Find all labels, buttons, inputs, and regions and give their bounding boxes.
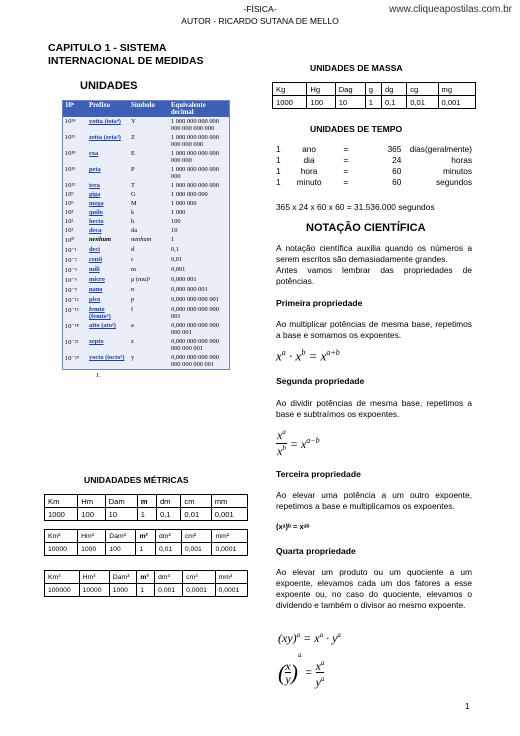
time-cell: = — [343, 176, 349, 187]
col-header-decimal: Equivalente decimal — [169, 101, 230, 118]
table-header-cell: Kg — [273, 83, 307, 96]
si-prefix-cell[interactable]: femto (femto²) — [89, 306, 111, 320]
header-author: AUTOR - RICARDO SUTANA DE MELLO — [181, 16, 339, 26]
si-symbol-cell: h — [131, 218, 135, 225]
table-value-cell: 0,001 — [438, 96, 475, 109]
si-prefix-cell[interactable]: zetta (zeta³) — [89, 134, 121, 141]
si-symbol-cell: T — [131, 182, 135, 189]
table-header-cell: Dam³ — [109, 571, 137, 584]
section-title-unidades: UNIDADES — [80, 80, 138, 92]
table-header-cell: Dam — [105, 495, 137, 508]
seconds-calculation: 365 x 24 x 60 x 60 = 31.536.000 segundos — [276, 202, 435, 212]
si-power-cell: 10⁻¹⁵ — [65, 307, 79, 314]
table-header-cell: cm — [181, 495, 211, 508]
si-table-row — [63, 245, 230, 255]
si-table-row — [63, 165, 230, 181]
page-number: 1 — [465, 702, 470, 711]
property-1-formula: $x^a \cdot x^b = x^{a+b}$ — [276, 348, 340, 364]
intro-paragraph-1: A notação científica auxilia quando os números a serem escritos são demasiadamente grandes. — [276, 243, 472, 264]
metric-length-table — [44, 494, 248, 521]
metric-area-table — [44, 529, 248, 556]
property-4-title: Quarta propriedade — [276, 546, 356, 556]
time-cell: segundos — [436, 176, 472, 187]
si-symbol-cell: n — [131, 286, 135, 293]
time-row — [276, 165, 472, 176]
si-table-row — [63, 199, 230, 208]
time-cell: 1 — [276, 143, 281, 154]
table-value-cell: 0,0001 — [215, 584, 247, 597]
table-header-cell: Hm³ — [79, 571, 109, 584]
col-header-prefix: Prefixo — [87, 101, 129, 118]
si-table-row — [63, 321, 230, 337]
si-decimal-cell: 1 000 000 000 000 — [171, 182, 219, 189]
si-prefix-cell[interactable]: centi — [89, 256, 103, 263]
si-table-row — [63, 265, 230, 275]
time-row — [276, 154, 472, 165]
section-title-massa: UNIDADES DE MASSA — [310, 63, 403, 73]
time-cell: minutos — [442, 165, 472, 176]
si-power-cell: 10⁻³ — [65, 267, 77, 274]
table-value-cell: 1000 — [78, 543, 106, 556]
table-value-cell: 1 — [136, 543, 156, 556]
table-value-cell: 100 — [307, 96, 335, 109]
time-cell: ano — [302, 143, 316, 154]
si-symbol-cell: k — [131, 209, 135, 216]
property-4-formulas — [278, 628, 341, 688]
property-2-text: Ao dividir potências de mesma base, repetimos a base e subtraímos os expoentes. — [276, 398, 472, 419]
si-prefix-cell[interactable]: mili — [89, 266, 100, 273]
time-cell: (geralmente) — [424, 143, 472, 154]
si-prefix-panel — [62, 100, 230, 450]
time-cell: = — [343, 143, 349, 154]
property-1-title: Primeira propriedade — [276, 298, 363, 308]
table-value-cell: 1000 — [109, 584, 137, 597]
time-cell: 24 — [392, 154, 402, 165]
time-cell: = — [343, 165, 349, 176]
property-4-text: Ao elevar um produto ou um quociente a um expoente, elevamos cada um dos fatores a esse expoente ou, no caso do quociente, elevamos o dividendo e também o divisor ao mesmo expoente. — [276, 567, 472, 610]
si-symbol-cell: p — [131, 296, 135, 303]
table-header-cell: Hm² — [78, 530, 106, 543]
table-header-cell: m² — [136, 530, 156, 543]
header-subject: -FÍSICA- — [243, 4, 277, 14]
si-table-row — [63, 117, 230, 133]
si-prefix-cell[interactable]: quilo — [89, 209, 103, 216]
mass-table — [272, 82, 476, 109]
si-symbol-cell: f — [131, 306, 134, 313]
si-power-cell: 10³ — [65, 209, 74, 216]
si-power-cell: 10⁻¹⁸ — [65, 323, 79, 330]
si-power-cell: 10⁶ — [65, 200, 74, 207]
chapter-title-line2: INTERNACIONAL DE MEDIDAS — [48, 55, 204, 67]
intro-paragraph-2: Antes vamos lembrar das propriedades de potências. — [276, 265, 472, 286]
si-symbol-cell: G — [131, 191, 136, 198]
si-decimal-cell: 1 000 000 — [171, 200, 197, 207]
si-decimal-cell: 0,000 001 — [171, 276, 197, 283]
si-power-cell: 10⁹ — [65, 191, 74, 198]
si-decimal-cell: 10 — [171, 227, 178, 234]
table-header-cell: Dag — [335, 83, 365, 96]
si-decimal-cell: 1 000 — [171, 209, 186, 216]
si-table-row — [63, 181, 230, 190]
si-table-row — [63, 149, 230, 165]
si-decimal-cell: 100 — [171, 218, 181, 225]
si-prefix-cell[interactable]: yocto (iocto³) — [89, 354, 125, 361]
si-prefix-cell[interactable]: deca — [89, 227, 102, 234]
table-header-cell: dg — [381, 83, 406, 96]
si-footnote: 1. — [96, 372, 101, 379]
si-power-cell: 10⁻¹ — [65, 247, 77, 254]
si-decimal-cell: 1 000 000 000 — [171, 191, 208, 198]
si-power-cell: 10⁻⁶ — [65, 277, 77, 284]
table-value-cell: 100 — [106, 543, 136, 556]
time-row — [276, 176, 472, 187]
table-header-cell: cm² — [181, 530, 212, 543]
table-value-cell: 0,001 — [181, 543, 212, 556]
table-value-cell: 10000 — [45, 543, 78, 556]
si-decimal-cell: 1 000 000 000 000 000 000 — [171, 150, 219, 164]
si-decimal-cell: 0,000 000 000 000 000 000 001 — [171, 338, 219, 352]
table-header-cell: Dam² — [106, 530, 136, 543]
si-decimal-cell: 0,000 000 000 000 001 — [171, 306, 219, 320]
si-symbol-cell: m — [131, 266, 136, 273]
si-decimal-cell: 0,001 — [171, 266, 186, 273]
si-decimal-cell: 0,01 — [171, 256, 183, 263]
table-value-cell: 100000 — [45, 584, 80, 597]
time-table — [276, 143, 472, 187]
product-power-formula: $(xy)^a = x^a \cdot y^a$ — [278, 631, 341, 645]
property-3-title: Terceira propriedade — [276, 469, 361, 479]
si-prefix-cell[interactable]: nano — [89, 286, 103, 293]
table-value-cell: 0,1 — [156, 508, 180, 521]
si-decimal-cell: 1 000 000 000 000 000 — [171, 166, 219, 180]
metric-volume-table — [44, 570, 248, 597]
si-prefix-cell[interactable]: yotta (iota⁴) — [89, 118, 121, 125]
col-header-symbol: Símbolo — [129, 101, 169, 118]
table-header-cell: cm³ — [183, 571, 215, 584]
table-value-cell: 0,01 — [181, 508, 211, 521]
si-symbol-cell: μ (mu)¹ — [131, 276, 151, 283]
si-table-row — [63, 133, 230, 149]
si-power-cell: 10⁻²¹ — [65, 339, 79, 346]
si-symbol-cell: c — [131, 256, 134, 263]
si-power-cell: 10⁻⁹ — [65, 287, 77, 294]
time-cell — [401, 176, 425, 187]
table-value-cell: 1 — [137, 584, 155, 597]
si-power-cell: 10¹⁸ — [65, 150, 76, 157]
si-symbol-cell: nenhum — [131, 236, 152, 243]
table-value-cell: 1000 — [273, 96, 307, 109]
time-row — [276, 143, 472, 154]
section-title-notacao: NOTAÇÃO CIENTÍFICA — [306, 222, 426, 234]
si-power-cell: 10⁻²⁴ — [65, 355, 79, 362]
table-value-cell: 0,01 — [407, 96, 438, 109]
si-symbol-cell: Y — [131, 118, 136, 125]
table-value-cell: 10 — [105, 508, 137, 521]
si-prefix-cell[interactable]: deci — [89, 246, 101, 253]
si-decimal-cell: 1 000 000 000 000 000 000 000 000 — [171, 118, 219, 132]
si-decimal-cell: 1 — [171, 236, 175, 243]
time-cell — [401, 165, 425, 176]
si-table-row — [63, 235, 230, 245]
si-power-cell: 10⁻² — [65, 257, 77, 264]
si-table-row — [63, 295, 230, 305]
si-prefix-cell[interactable]: exa — [89, 150, 99, 157]
chapter-title-line1: CAPITULO 1 - SISTEMA — [48, 42, 167, 54]
table-header-cell: g — [365, 83, 381, 96]
table-value-cell: 1000 — [45, 508, 78, 521]
time-cell: 60 — [392, 165, 402, 176]
time-cell: dias — [409, 143, 425, 154]
property-2-formula: $\frac{x^a}{x^b}$ = $x^{a-b}$ — [277, 428, 320, 458]
table-value-cell: 0,1 — [381, 96, 406, 109]
si-decimal-cell: 0,1 — [171, 246, 179, 253]
si-prefix-table — [62, 100, 230, 370]
time-cell: minuto — [296, 176, 322, 187]
si-table-row — [63, 190, 230, 199]
site-url[interactable]: www.cliqueapostilas.com.br — [389, 4, 512, 15]
si-decimal-cell: 1 000 000 000 000 000 000 000 — [171, 134, 219, 148]
si-power-cell: 10⁻¹² — [65, 297, 79, 304]
table-header-cell: cg — [407, 83, 438, 96]
si-symbol-cell: E — [131, 150, 135, 157]
si-table-row — [63, 305, 230, 321]
si-decimal-cell: 0,000 000 001 — [171, 286, 208, 293]
table-header-cell: Km — [45, 495, 78, 508]
table-header-cell: Km³ — [45, 571, 80, 584]
si-symbol-cell: a — [131, 322, 134, 329]
time-cell: horas — [451, 154, 472, 165]
si-decimal-cell: 0,000 000 000 000 000 000 000 001 — [171, 354, 219, 368]
table-header-cell: mg — [438, 83, 475, 96]
si-power-cell: 10¹² — [65, 182, 76, 189]
si-power-cell: 10²⁴ — [65, 118, 76, 125]
table-header-cell: Hm — [78, 495, 105, 508]
si-decimal-cell: 0,000 000 000 001 — [171, 296, 219, 303]
si-symbol-cell: M — [131, 200, 137, 207]
si-table-row — [63, 208, 230, 217]
table-header-cell: Km² — [45, 530, 78, 543]
si-prefix-cell[interactable]: peta — [89, 166, 101, 173]
table-header-cell: Hg — [307, 83, 335, 96]
table-header-cell: m³ — [137, 571, 155, 584]
property-2-title: Segunda propriedade — [276, 376, 365, 386]
si-symbol-cell: da — [131, 227, 138, 234]
table-header-cell: mm² — [212, 530, 248, 543]
si-prefix-cell[interactable]: atto (ato²) — [89, 322, 116, 329]
table-value-cell: 0,01 — [156, 543, 182, 556]
si-power-cell: 10²¹ — [65, 134, 76, 141]
table-header-cell: mm — [211, 495, 247, 508]
time-cell: 365 — [387, 143, 402, 154]
table-header-cell: dm³ — [155, 571, 183, 584]
si-table-row — [63, 337, 230, 353]
si-table-row — [63, 217, 230, 226]
si-symbol-cell: y — [131, 354, 135, 361]
si-prefix-cell[interactable]: giga — [89, 191, 101, 198]
si-power-cell: 10¹⁵ — [65, 166, 76, 173]
si-table-row — [63, 255, 230, 265]
si-power-cell: 10² — [65, 218, 74, 225]
property-3-formula: (xᵃ)ᵇ = xᵃᵇ — [276, 522, 310, 531]
si-symbol-cell: d — [131, 246, 135, 253]
si-prefix-cell: nenhum — [89, 236, 112, 243]
si-prefix-cell[interactable]: hecto — [89, 218, 104, 225]
time-cell: hora — [300, 165, 318, 176]
table-value-cell: 0,001 — [211, 508, 247, 521]
time-cell: 1 — [276, 165, 281, 176]
time-cell: dia — [303, 154, 315, 165]
property-1-text: Ao multiplicar potências de mesma base, repetimos a base e somamos os expoentes. — [276, 319, 472, 340]
si-symbol-cell: z — [131, 338, 134, 345]
table-header-cell: mm³ — [215, 571, 247, 584]
si-decimal-cell: 0,000 000 000 000 000 001 — [171, 322, 219, 336]
section-title-metricas: UNIDADADES MÉTRICAS — [84, 475, 189, 485]
si-prefix-cell[interactable]: zepto — [89, 338, 104, 345]
property-3-text: Ao elevar uma potência a um outro expoente, repetimos a base e multiplicamos os expoentes. — [276, 490, 472, 511]
table-value-cell: 0,0001 — [183, 584, 215, 597]
time-cell: = — [343, 154, 349, 165]
si-prefix-cell[interactable]: pico — [89, 296, 101, 303]
time-cell: 1 — [276, 154, 281, 165]
si-prefix-cell[interactable]: micro — [89, 276, 105, 283]
col-header-power: 10ⁿ — [63, 101, 88, 118]
table-value-cell: 0,001 — [155, 584, 183, 597]
table-value-cell: 10 — [335, 96, 365, 109]
si-symbol-cell: P — [131, 166, 135, 173]
time-cell — [401, 154, 425, 165]
si-power-cell: 10⁰ — [65, 237, 74, 244]
table-value-cell: 1 — [137, 508, 156, 521]
time-cell: 1 — [276, 176, 281, 187]
table-header-cell: dm — [156, 495, 180, 508]
si-prefix-cell[interactable]: tera — [89, 182, 100, 189]
si-table-row — [63, 285, 230, 295]
quotient-power-formula: ( $\frac{x}{y}$ )$^a$ = $\frac{x^a}{y^a}$ — [278, 651, 325, 689]
si-table-row — [63, 226, 230, 235]
table-value-cell: 10000 — [79, 584, 109, 597]
table-value-cell: 100 — [78, 508, 105, 521]
si-symbol-cell: Z — [131, 134, 135, 141]
table-header-cell: dm² — [156, 530, 182, 543]
table-value-cell: 0,0001 — [212, 543, 248, 556]
si-power-cell: 10¹ — [65, 227, 74, 234]
table-header-cell: m — [137, 495, 156, 508]
time-cell: 60 — [392, 176, 402, 187]
si-prefix-cell[interactable]: mega — [89, 200, 104, 207]
si-table-row — [63, 275, 230, 285]
section-title-tempo: UNIDADES DE TEMPO — [310, 124, 403, 134]
si-table-row — [63, 353, 230, 370]
table-value-cell: 1 — [365, 96, 381, 109]
